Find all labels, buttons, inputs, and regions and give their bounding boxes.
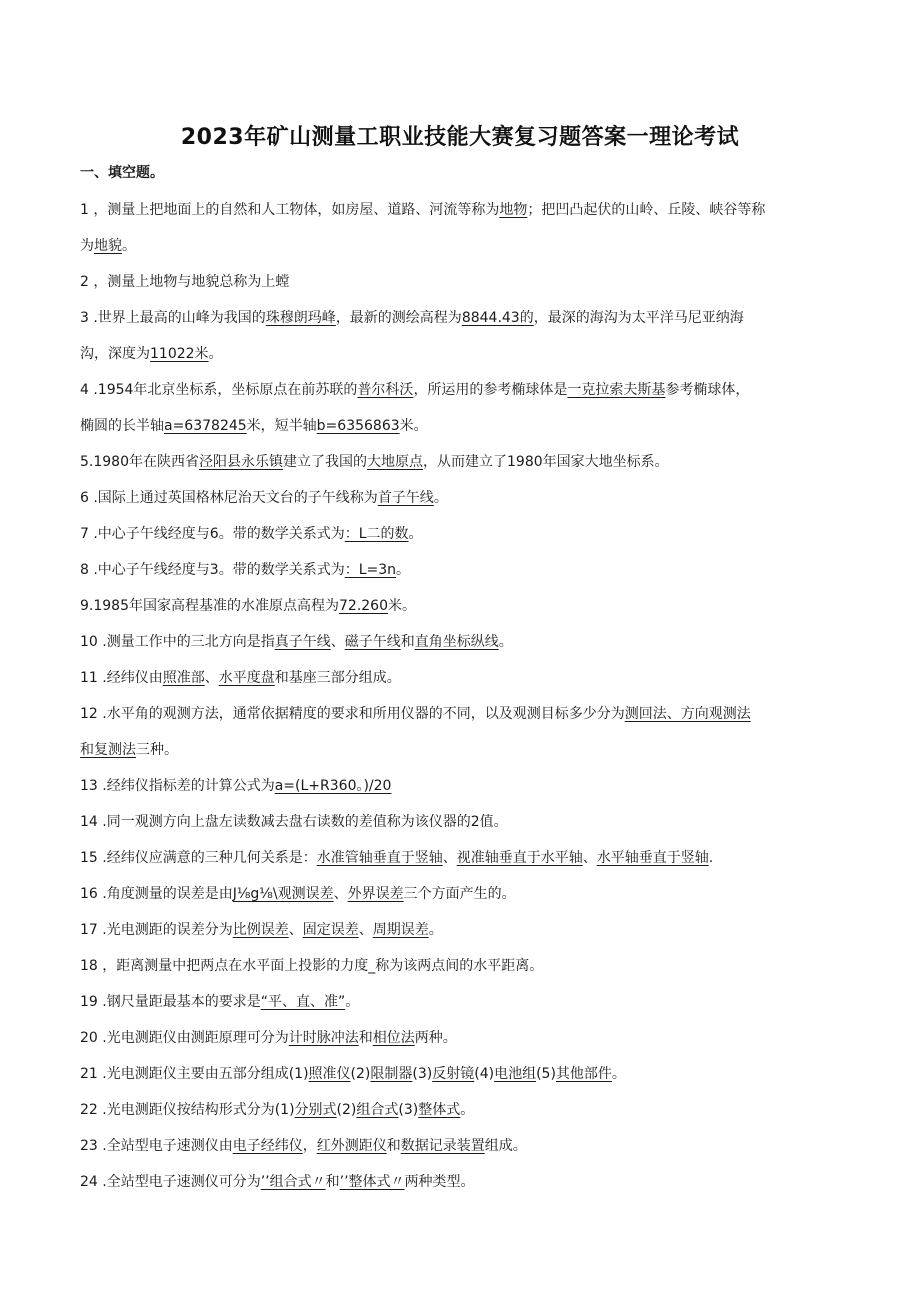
answer-blank: 视准轴垂直于水平轴 <box>456 850 583 866</box>
question-text: 参考椭球体， <box>665 382 750 398</box>
answer-blank: 电池组 <box>494 1066 537 1082</box>
question-text: 5.1980年在陕西省 <box>80 454 199 470</box>
answer-blank: a=6378245 <box>164 418 247 434</box>
question-text: 。 <box>433 490 448 506</box>
question-text: 17 .光电测距的误差分为 <box>80 922 233 938</box>
section-heading: 一、填空题。 <box>80 165 164 181</box>
text-line <box>80 740 850 760</box>
text-line <box>80 380 850 400</box>
answer-blank: a=(L+R360。)/20 <box>274 778 392 794</box>
text-line <box>80 704 850 724</box>
text-line <box>80 1028 850 1048</box>
answer-blank: 固定误差 <box>302 922 359 938</box>
question-text: 三种。 <box>136 742 178 758</box>
answer-blank: 普尔科沃 <box>357 382 414 398</box>
answer-blank: 水准管轴垂直于竖轴 <box>316 850 443 866</box>
question-text: 、 <box>330 634 345 650</box>
question-text: 。 <box>122 238 136 254</box>
question-text: 19 .钢尺量距最基本的要求是 <box>80 994 261 1010</box>
answer-blank: 数据记录装置 <box>400 1138 485 1154</box>
answer-blank: 红外测距仪 <box>316 1138 387 1154</box>
text-line <box>80 668 850 688</box>
text-line <box>80 812 850 832</box>
text-line <box>80 272 850 292</box>
text-line <box>80 956 850 976</box>
answer-blank: 首子午线 <box>377 490 434 506</box>
answer-blank: 磁子午线 <box>344 634 401 650</box>
question-text: 两种。 <box>414 1030 457 1046</box>
text-line <box>80 920 850 940</box>
answer-blank: 真子午线 <box>274 634 331 650</box>
question-text: ， <box>302 1138 317 1154</box>
question-text: 11 .经纬仪由 <box>80 670 163 686</box>
answer-blank: 地物 <box>499 202 528 218</box>
answer-blank: 整体式 <box>418 1102 461 1118</box>
question-text: 9.1985年国家高程基准的水准原点高程为 <box>80 598 339 614</box>
question-text: 13 .经纬仪指标差的计算公式为 <box>80 778 275 794</box>
question-text: (3) <box>412 1066 433 1082</box>
answer-blank: ：L二的数 <box>344 526 409 542</box>
question-text: 米，短半轴 <box>246 418 317 434</box>
question-text: 和基座三部分组成。 <box>274 670 401 686</box>
question-text: 为 <box>80 238 94 254</box>
question-text: 和 <box>400 634 415 650</box>
answer-blank: 计时脉冲法 <box>288 1030 359 1046</box>
text-line <box>80 632 850 652</box>
answer-blank: ：L=3n <box>344 562 397 578</box>
question-text: 。 <box>428 922 443 938</box>
question-text: 和 <box>386 1138 401 1154</box>
question-text: 。 <box>408 526 423 542</box>
question-text: 、 <box>442 850 457 866</box>
question-text: 6 .国际上通过英国格林尼治天文台的子午线称为 <box>80 490 378 506</box>
answer-blank: 泾阳县永乐镇 <box>199 454 283 470</box>
text-line <box>80 524 850 544</box>
question-text: 。 <box>396 562 411 578</box>
question-text: ，最新的测绘高程为 <box>335 310 462 326</box>
question-text: (2) <box>350 1066 371 1082</box>
answer-blank: 地貌 <box>94 238 122 254</box>
answer-blank: 周期误差 <box>372 922 429 938</box>
answer-blank: 72.260 <box>339 598 388 614</box>
question-text: ，所运用的参考椭球体是 <box>413 382 568 398</box>
answer-blank: 8844.43的 <box>461 310 534 326</box>
answer-blank: 一克拉索夫斯基 <box>567 382 666 398</box>
question-text: 、 <box>204 670 219 686</box>
text-line <box>80 776 850 796</box>
question-text: . <box>708 850 714 866</box>
question-text: 15 .经纬仪应满意的三种几何关系是： <box>80 850 317 866</box>
text-line <box>80 1100 850 1120</box>
answer-blank: J⅛g⅛\ <box>232 886 278 902</box>
question-text: ；把凹凸起伏的山岭、丘陵、峡谷等称 <box>527 202 766 218</box>
answer-blank: 11022米 <box>150 346 209 362</box>
question-text: 22 .光电测距仪按结构形式分为(1) <box>80 1102 295 1118</box>
question-text: 12 .水平角的观测方法，通常依据精度的要求和所用仪器的不同，以及观测目标多少分为 <box>80 706 625 722</box>
text-line <box>80 560 850 580</box>
answer-blank: b=6356863 <box>316 418 400 434</box>
question-text: 。 <box>611 1066 626 1082</box>
question-text: 。 <box>460 1102 475 1118</box>
question-text: (5) <box>536 1066 556 1082</box>
question-text: 三个方面产生的。 <box>403 886 516 902</box>
question-text: ，从而建立了1980年国家大地坐标系。 <box>423 454 669 470</box>
text-line <box>80 596 850 616</box>
question-text: 米。 <box>388 598 416 614</box>
text-line <box>80 416 850 436</box>
text-line <box>80 1172 850 1192</box>
answer-blank: “平、直、准” <box>260 994 346 1010</box>
text-line <box>80 992 850 1012</box>
question-text: 21 .光电测距仪主要由五部分组成(1) <box>80 1066 309 1082</box>
text-line <box>80 344 850 364</box>
question-text: 1 ，测量上把地面上的自然和人工物体，如房屋、道路、河流等称为 <box>80 202 500 218</box>
answer-blank: 大地原点 <box>367 454 423 470</box>
text-line <box>80 848 850 868</box>
answer-blank: 电子经纬仪 <box>232 1138 303 1154</box>
answer-blank: 限制器 <box>370 1066 413 1082</box>
question-text: 椭圆的长半轴 <box>80 418 164 434</box>
answer-blank: 相位法 <box>372 1030 415 1046</box>
question-text: 、 <box>358 922 373 938</box>
question-text: 4 .1954年北京坐标系，坐标原点在前苏联的 <box>80 382 358 398</box>
answer-blank: 分别式 <box>294 1102 337 1118</box>
question-text: 和 <box>358 1030 373 1046</box>
answer-blank: ’’组合式〃 <box>260 1174 326 1190</box>
question-text: 23 .全站型电子速测仪由 <box>80 1138 233 1154</box>
question-text: 。 <box>345 994 360 1010</box>
text-line <box>80 236 850 256</box>
answer-blank: 测回法、方向观测法 <box>624 706 751 722</box>
question-text: (4) <box>474 1066 495 1082</box>
question-text: 8 .中心子午线经度与3。带的数学关系式为 <box>80 562 345 578</box>
question-text: 20 .光电测距仪由测距原理可分为 <box>80 1030 289 1046</box>
text-line <box>80 452 850 472</box>
question-text: 建立了我国的 <box>283 454 367 470</box>
question-text: ，最深的海沟为太平洋马尼亚纳海 <box>533 310 744 326</box>
answer-blank: 直角坐标纵线 <box>414 634 499 650</box>
question-text: 组成。 <box>484 1138 527 1154</box>
question-text: 24 .全站型电子速测仪可分为 <box>80 1174 261 1190</box>
question-text: (2) <box>336 1102 357 1118</box>
text-line <box>80 884 850 904</box>
question-text: 3 .世界上最高的山峰为我国的 <box>80 310 266 326</box>
question-text: 和 <box>325 1174 340 1190</box>
answer-blank: 和复测法 <box>80 742 136 758</box>
question-text: 18 ，距离测量中把两点在水平面上投影的力度_称为该两点间的水平距离。 <box>80 958 544 974</box>
question-text: 沟，深度为 <box>80 346 150 362</box>
answer-blank: 外界误差 <box>347 886 404 902</box>
answer-blank: ’’整体式〃 <box>339 1174 405 1190</box>
answer-blank: 其他部件 <box>555 1066 612 1082</box>
answer-blank: 水平轴垂直于竖轴 <box>596 850 709 866</box>
question-text: 7 .中心子午线经度与6。带的数学关系式为 <box>80 526 345 542</box>
answer-blank: 水平度盘 <box>218 670 275 686</box>
question-text: 2 ，测量上地物与地貌总称为上螳 <box>80 274 290 290</box>
question-text: 16 .角度测量的误差是由 <box>80 886 233 902</box>
question-text: 、 <box>582 850 597 866</box>
answer-blank: 反射镜 <box>432 1066 475 1082</box>
answer-blank: 照准部 <box>162 670 205 686</box>
answer-blank: 珠穆朗玛峰 <box>265 310 336 326</box>
document-title: 2023年矿山测量工职业技能大赛复习题答案一理论考试 <box>180 125 740 150</box>
answer-blank: 比例误差 <box>232 922 289 938</box>
text-line <box>80 1136 850 1156</box>
question-text: 、 <box>288 922 303 938</box>
question-text: 、 <box>333 886 348 902</box>
question-text: (3) <box>398 1102 419 1118</box>
text-line <box>80 488 850 508</box>
question-text: 米。 <box>399 418 428 434</box>
question-text: 。 <box>498 634 513 650</box>
answer-blank: 组合式 <box>356 1102 399 1118</box>
text-line <box>80 308 850 328</box>
question-text: 两种类型。 <box>404 1174 475 1190</box>
answer-blank: 照准仪 <box>308 1066 351 1082</box>
text-line <box>80 200 850 220</box>
answer-blank: 观测误差 <box>277 886 334 902</box>
question-text: 。 <box>208 346 223 362</box>
text-line <box>80 1064 850 1084</box>
question-text: 14 .同一观测方向上盘左读数减去盘右读数的差值称为该仪器的2值。 <box>80 814 508 830</box>
question-text: 10 .测量工作中的三北方向是指 <box>80 634 275 650</box>
